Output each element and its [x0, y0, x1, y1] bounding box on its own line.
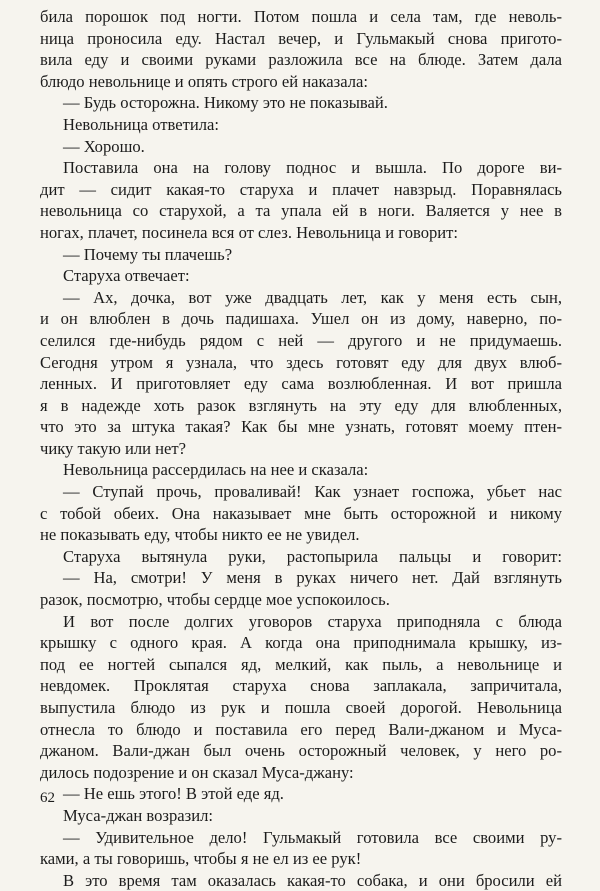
text-line: дилось подозрение и он сказал Муса-джану: — [40, 762, 354, 782]
text-line: — Будь осторожна. Никому это не показывай. — [63, 93, 388, 113]
text-line: — Почему ты плачешь? — [63, 244, 233, 264]
text-line: — Удивительное дело! Гульмакый готовила все своими ру- — [63, 827, 562, 847]
text-line: ленных. И приготовляет еду сама возлюбленная. И вот пришла — [40, 374, 562, 394]
text-line: В это время там оказалась какая-то собака, и они бросили ей — [63, 870, 562, 890]
page-number: 62 — [40, 790, 55, 806]
text-line: отнесла то блюдо и поставила его перед Вали-джаном и Муса- — [40, 719, 562, 739]
text-line: я в надежде хоть разок взглянуть на эту еду для влюбленных, — [40, 395, 562, 415]
text-line: блюдо невольнице и опять строго ей наказала: — [40, 71, 368, 91]
text-line: ками, а ты говоришь, чтобы я не ел из ее рук! — [40, 849, 362, 869]
text-line: дит — сидит какая-то старуха и плачет навзрыд. Поравнялась — [40, 179, 562, 199]
text-line: невдомек. Проклятая старуха снова заплакала, запричитала, — [40, 676, 562, 696]
text-line: — На, смотри! У меня в руках ничего нет. Дай взглянуть — [63, 568, 562, 588]
text-line: Невольница рассердилась на нее и сказала: — [63, 460, 369, 480]
text-line: Старуха вытянула руки, растопырила пальцы и говорит: — [63, 546, 562, 566]
text-line: — Ах, дочка, вот уже двадцать лет, как у меня есть сын, — [63, 287, 562, 307]
text-line: Невольница ответила: — [63, 114, 219, 134]
text-line: селился где-нибудь рядом с ней — другого и не придумаешь. — [40, 330, 562, 350]
text-block — [40, 6, 562, 891]
text-line: невольница со старухой, а та упала ей в ноги. Валяется у нее в — [40, 201, 562, 221]
text-line: выпустила блюдо из рук и пошла своей дорогой. Невольница — [40, 698, 562, 717]
text-line: — Не ешь этого! В этой еде яд. — [63, 784, 284, 804]
text-line: крышку с одного края. А когда она приподнимала крышку, из- — [40, 633, 562, 653]
text-line: джаном. Вали-джан был очень осторожный человек, у него ро- — [40, 741, 562, 761]
text-line: не показывать еду, чтобы никто ее не увидел. — [40, 525, 360, 545]
text-line: Сегодня утром я узнала, что здесь готовят еду для двух влюб- — [40, 352, 562, 372]
text-line: И вот после долгих уговоров старуха приподняла с блюда — [63, 611, 562, 631]
text-line: — Ступай прочь, проваливай! Как узнает госпожа, убьет нас — [63, 482, 562, 502]
text-line: под ее ногтей сыпался яд, мелкий, как пыль, а невольнице и — [40, 654, 562, 674]
text-line: — Хорошо. — [63, 136, 145, 156]
text-line: ница проносила еду. Настал вечер, и Гульмакый снова пригото- — [40, 28, 562, 48]
text-line: разок, посмотрю, чтобы сердце мое успокоилось. — [40, 590, 390, 610]
text-line: Муса-джан возразил: — [63, 805, 213, 825]
text-line: и он влюблен в дочь падишаха. Ушел он из дому, наверно, по- — [40, 309, 562, 329]
text-line: Поставила она на голову поднос и вышла. По дороге ви- — [63, 158, 562, 178]
text-line: била порошок под ногти. Потом пошла и села там, где неволь- — [40, 7, 562, 26]
text-line: что это за штука такая? Как бы мне узнать, готовят моему птен- — [40, 417, 562, 437]
text-line: чику такую или нет? — [40, 438, 187, 458]
text-line: Старуха отвечает: — [63, 266, 190, 286]
text-line: вила еду и своими руками разложила все на блюде. Затем дала — [40, 50, 562, 70]
text-line: с тобой обеих. Она наказывает мне быть осторожной и никому — [40, 503, 562, 523]
text-line: ногах, плачет, посинела вся от слез. Невольница и говорит: — [40, 222, 459, 242]
